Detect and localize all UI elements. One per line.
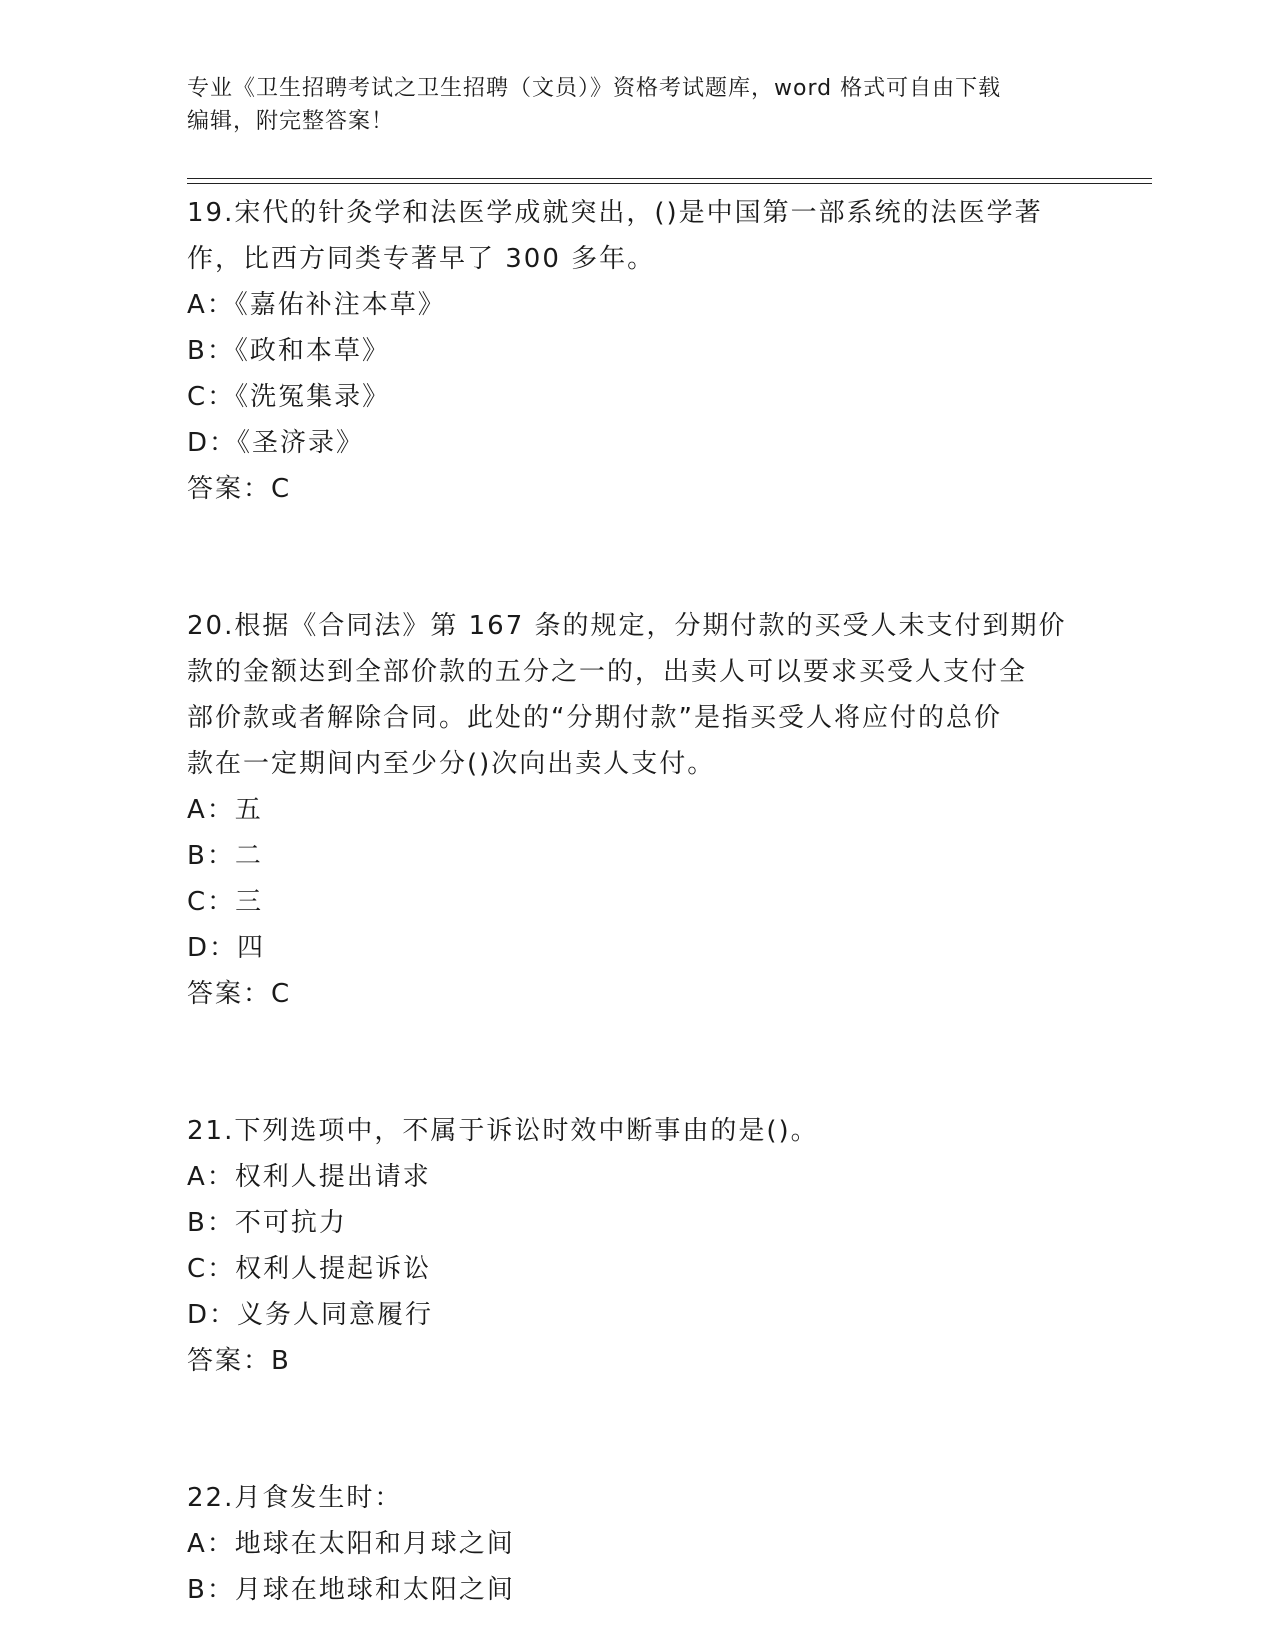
answer: 答案：B: [187, 1346, 291, 1376]
option-d: D：《圣济录》: [187, 428, 365, 458]
question-text-line: 款的金额达到全部价款的五分之一的，出卖人可以要求买受人支付全: [187, 657, 1028, 687]
option-b: B：二: [187, 841, 263, 871]
header-divider-bottom: [187, 183, 1152, 184]
question-22: [187, 1475, 1087, 1613]
question-text-line: 20.根据《合同法》第 167 条的规定，分期付款的买受人未支付到期价: [187, 611, 1067, 641]
question-text-line: 部价款或者解除合同。此处的“分期付款”是指买受人将应付的总价: [187, 703, 1002, 733]
question-list: [187, 190, 1087, 1613]
option-c: C：《洗冤集录》: [187, 382, 391, 412]
question-text-line: 款在一定期间内至少分()次向出卖人支付。: [187, 749, 716, 779]
spacer: [187, 512, 1087, 603]
option-b: B：不可抗力: [187, 1208, 347, 1238]
option-a: A：权利人提出请求: [187, 1162, 431, 1192]
option-d: D：义务人同意履行: [187, 1300, 434, 1330]
option-c: C：三: [187, 887, 264, 917]
question-19: [187, 190, 1087, 512]
option-a: A：五: [187, 795, 263, 825]
option-a: A：《嘉佑补注本草》: [187, 290, 446, 320]
answer: 答案：C: [187, 474, 292, 504]
question-21: [187, 1108, 1087, 1384]
option-c: C：权利人提起诉讼: [187, 1254, 432, 1284]
header-divider-top: [187, 178, 1152, 179]
document-header: [187, 72, 1087, 138]
option-a: A：地球在太阳和月球之间: [187, 1529, 515, 1559]
question-text-line: 作，比西方同类专著早了 300 多年。: [187, 244, 656, 274]
question-text-line: 19.宋代的针灸学和法医学成就突出，()是中国第一部系统的法医学著: [187, 198, 1043, 228]
answer: 答案：C: [187, 979, 292, 1009]
header-line-1: 专业《卫生招聘考试之卫生招聘（文员）》资格考试题库，word 格式可自由下载: [187, 76, 1002, 101]
option-b: B：《政和本草》: [187, 336, 390, 366]
question-text-line: 22.月食发生时：: [187, 1483, 403, 1513]
option-b: B：月球在地球和太阳之间: [187, 1575, 515, 1605]
question-text-line: 21.下列选项中，不属于诉讼时效中断事由的是()。: [187, 1116, 819, 1146]
option-d: D：四: [187, 933, 266, 963]
spacer: [187, 1384, 1087, 1475]
spacer: [187, 1017, 1087, 1108]
question-20: [187, 603, 1087, 1017]
header-line-2: 编辑，附完整答案！: [187, 109, 395, 134]
